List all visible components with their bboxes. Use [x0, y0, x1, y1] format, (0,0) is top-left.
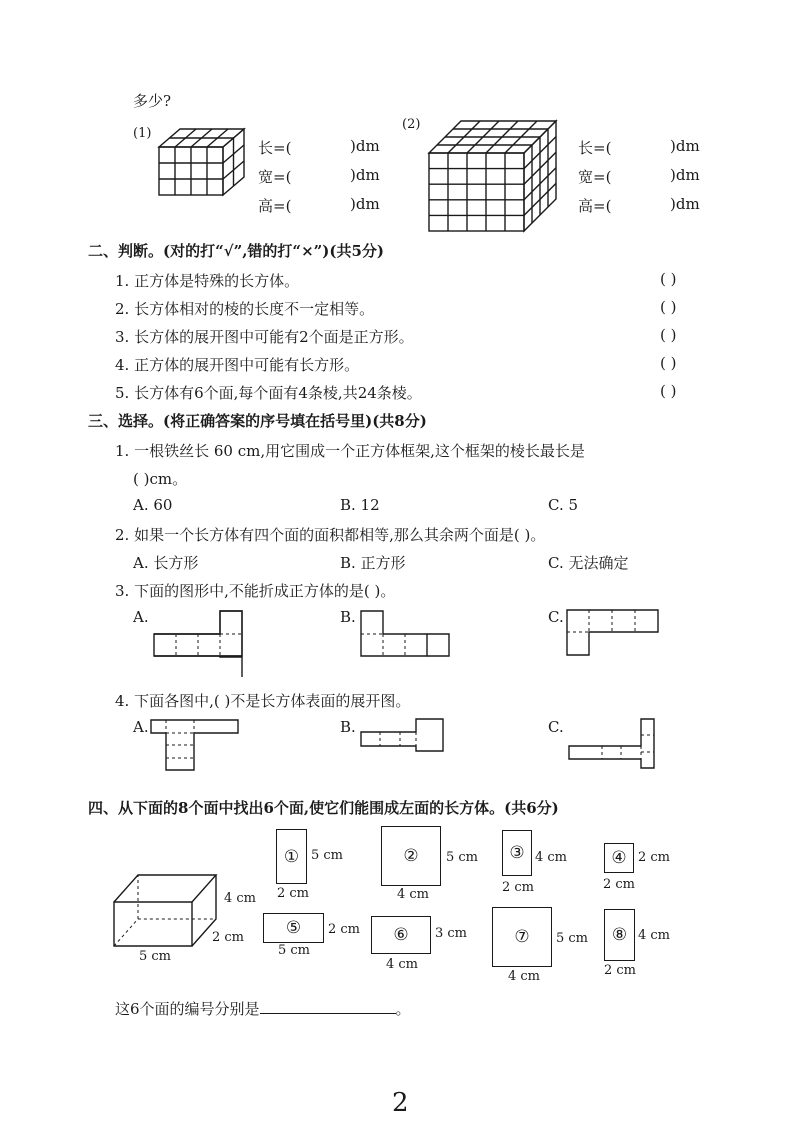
cuboid-length-label: 5 cm — [139, 949, 172, 964]
intro-text: 多少? — [133, 92, 172, 110]
q1-option-c[interactable]: C. 5 — [548, 496, 579, 514]
judge-answer-2[interactable]: ( ) — [660, 298, 677, 316]
face-8-bottom: 2 cm — [604, 963, 637, 978]
face-2[interactable] — [381, 826, 441, 886]
fig1-width-unit: )dm — [350, 166, 380, 184]
q3-option-a-label[interactable]: A. — [133, 608, 149, 626]
face-1-bottom: 2 cm — [277, 886, 310, 901]
fig2-width-label: 宽=( — [578, 168, 612, 186]
choice-q4: 4. 下面各图中,( )不是长方体表面的展开图。 — [115, 692, 411, 710]
fig1-width-label: 宽=( — [258, 168, 292, 186]
choice-q3: 3. 下面的图形中,不能折成正方体的是( )。 — [115, 582, 396, 600]
figure-1-label: (1) — [133, 126, 152, 141]
choice-q1-line1: 1. 一根铁丝长 60 cm,用它围成一个正方体框架,这个框架的棱长最长是 — [115, 442, 585, 460]
cube-figure-1 — [155, 125, 250, 200]
q4-net-c — [566, 716, 658, 772]
cuboid-width-label: 2 cm — [212, 930, 245, 945]
face-7-bottom: 4 cm — [508, 969, 541, 984]
face-5-bottom: 5 cm — [278, 943, 311, 958]
face-6-number: ⑥ — [393, 925, 409, 945]
q4-option-b-label[interactable]: B. — [340, 718, 356, 736]
face-6-side: 3 cm — [435, 926, 468, 941]
choice-q2: 2. 如果一个长方体有四个面的面积都相等,那么其余两个面是( )。 — [115, 526, 546, 544]
face-4-number: ④ — [611, 848, 627, 868]
face-answer-blank[interactable] — [260, 997, 396, 1014]
judge-item-4: 4. 正方体的展开图中可能有长方形。 — [115, 356, 360, 374]
face-4-bottom: 2 cm — [603, 877, 636, 892]
face-4-side: 2 cm — [638, 850, 671, 865]
judge-item-3: 3. 长方体的展开图中可能有2个面是正方形。 — [115, 328, 414, 346]
fig2-length-label: 长=( — [578, 139, 612, 157]
face-5[interactable] — [263, 913, 324, 943]
section-3-title: 三、选择。(将正确答案的序号填在括号里)(共8分) — [88, 412, 427, 430]
face-answer-row — [115, 997, 411, 1019]
fig2-width-unit: )dm — [670, 166, 700, 184]
q3-net-b — [360, 610, 455, 658]
fig1-height-label: 高=( — [258, 197, 292, 215]
face-5-number: ⑤ — [285, 918, 302, 938]
q3-net-a — [153, 610, 247, 658]
fig1-length-label: 长=( — [258, 139, 292, 157]
face-answer-suffix: 。 — [395, 1000, 411, 1018]
face-7[interactable] — [492, 907, 552, 967]
face-6-bottom: 4 cm — [386, 957, 419, 972]
fig1-height-unit: )dm — [350, 195, 380, 213]
q4-option-c-label[interactable]: C. — [548, 718, 564, 736]
face-3-bottom: 2 cm — [502, 880, 535, 895]
face-1[interactable] — [276, 829, 307, 884]
fig2-height-unit: )dm — [670, 195, 700, 213]
q1-option-b[interactable]: B. 12 — [340, 496, 380, 514]
cuboid-figure — [112, 872, 224, 950]
q2-option-c[interactable]: C. 无法确定 — [548, 554, 629, 572]
q3-option-b-label[interactable]: B. — [340, 608, 356, 626]
judge-answer-4[interactable]: ( ) — [660, 354, 677, 372]
fig2-length-unit: )dm — [670, 137, 700, 155]
face-6[interactable] — [371, 916, 431, 954]
judge-item-5: 5. 长方体有6个面,每个面有4条棱,共24条棱。 — [115, 384, 422, 402]
q1-option-a[interactable]: A. 60 — [133, 496, 173, 514]
cuboid-height-label: 4 cm — [224, 891, 257, 906]
fig1-length-unit: )dm — [350, 137, 380, 155]
judge-item-2: 2. 长方体相对的棱的长度不一定相等。 — [115, 300, 375, 318]
face-8[interactable] — [604, 909, 635, 961]
section-2-title: 二、判断。(对的打“√”,错的打“×”)(共5分) — [88, 242, 384, 260]
judge-answer-1[interactable]: ( ) — [660, 270, 677, 288]
q2-option-a[interactable]: A. 长方形 — [133, 554, 199, 572]
page-number: 2 — [392, 1088, 409, 1118]
face-3-number: ③ — [509, 843, 525, 863]
face-8-side: 4 cm — [638, 928, 671, 943]
face-2-number: ② — [403, 846, 419, 866]
face-1-number: ① — [283, 846, 300, 867]
face-4[interactable] — [604, 843, 634, 873]
q4-net-a — [150, 718, 242, 772]
q4-net-b — [358, 716, 448, 754]
face-7-side: 5 cm — [556, 931, 589, 946]
cube-figure-2 — [425, 117, 560, 235]
face-answer-prefix: 这6个面的编号分别是 — [115, 1000, 260, 1018]
q4-option-a-label[interactable]: A. — [133, 718, 149, 736]
figure-2-label: (2) — [402, 117, 421, 132]
judge-answer-3[interactable]: ( ) — [660, 326, 677, 344]
face-5-side: 2 cm — [328, 922, 361, 937]
face-8-number: ⑧ — [611, 925, 628, 945]
q3-net-c — [566, 609, 661, 657]
choice-q1-line2: ( )cm。 — [133, 470, 188, 488]
q2-option-b[interactable]: B. 正方形 — [340, 554, 406, 572]
face-2-side: 5 cm — [446, 850, 479, 865]
face-3[interactable] — [502, 830, 532, 876]
q3-option-c-label[interactable]: C. — [548, 608, 564, 626]
face-3-side: 4 cm — [535, 850, 568, 865]
fig2-height-label: 高=( — [578, 197, 612, 215]
face-1-side: 5 cm — [311, 848, 344, 863]
judge-answer-5[interactable]: ( ) — [660, 382, 677, 400]
face-7-number: ⑦ — [514, 927, 530, 947]
section-4-title: 四、从下面的8个面中找出6个面,使它们能围成左面的长方体。(共6分) — [88, 799, 559, 817]
face-2-bottom: 4 cm — [397, 887, 430, 902]
judge-item-1: 1. 正方体是特殊的长方体。 — [115, 272, 300, 290]
